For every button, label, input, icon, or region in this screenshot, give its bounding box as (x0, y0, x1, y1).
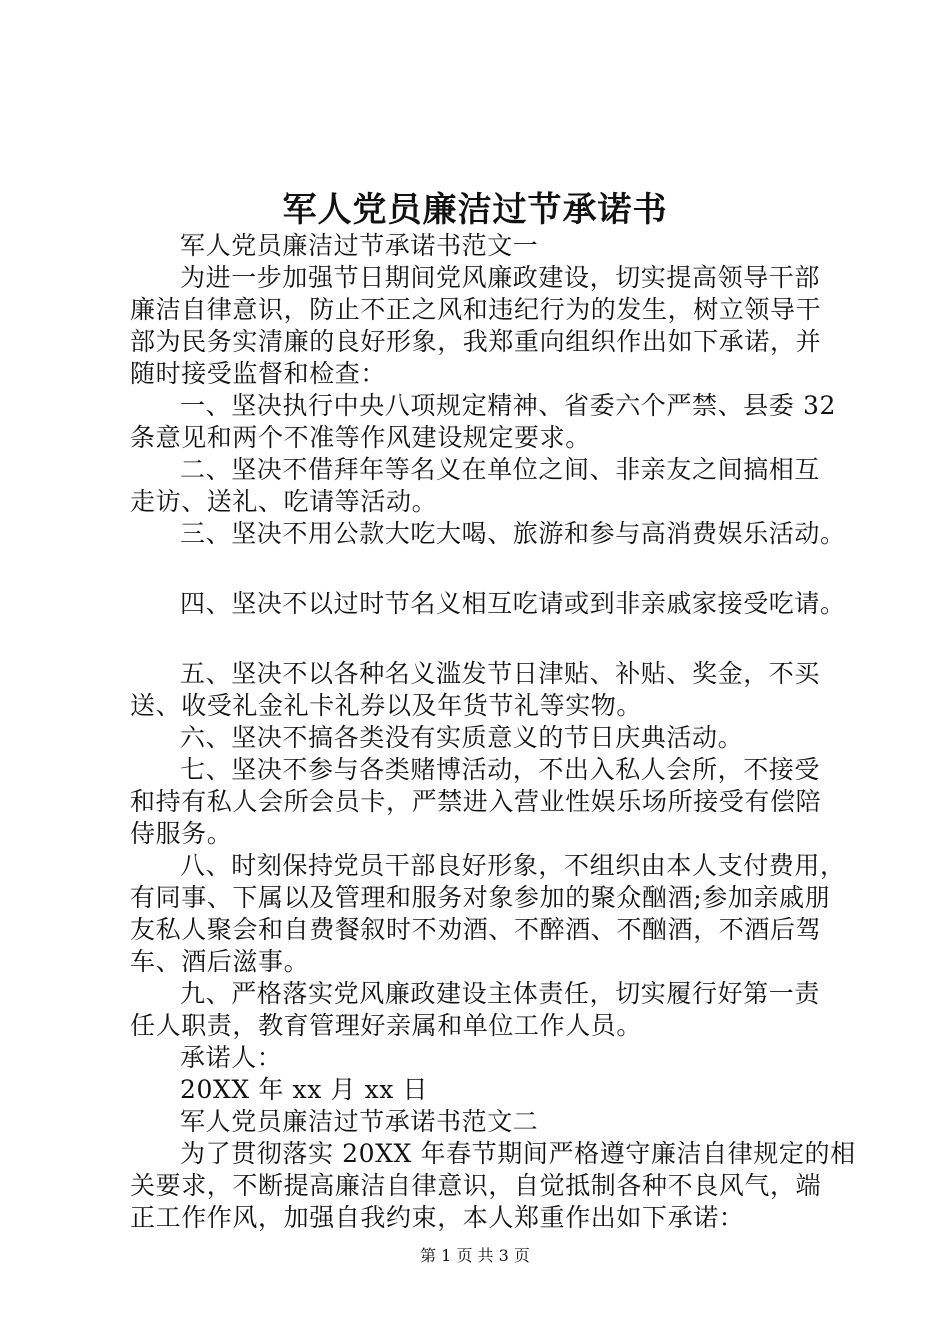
commitment-item-1: 一、坚决执行中央八项规定精神、省委六个严禁、县委 32 (180, 391, 836, 420)
section-heading-1: 军人党员廉洁过节承诺书范文一 (180, 231, 539, 260)
paragraph-line: 关要求，不断提高廉洁自律意识，自觉抵制各种不良风气，端 (130, 1171, 822, 1200)
section-heading-2: 军人党员廉洁过节承诺书范文二 (180, 1107, 539, 1136)
paragraph-line: 和持有私人会所会员卡，严禁进入营业性娱乐场所接受有偿陪 (130, 787, 822, 816)
document-title: 军人党员廉洁过节承诺书 (282, 190, 668, 230)
document-body (130, 230, 856, 1234)
paragraph-line: 任人职责，教育管理好亲属和单位工作人员。 (130, 1011, 643, 1040)
date-line: 20XX 年 xx 月 xx 日 (180, 1075, 429, 1104)
commitment-item-2: 二、坚决不借拜年等名义在单位之间、非亲友之间搞相互 (180, 455, 821, 484)
commitment-item-8: 八、时刻保持党员干部良好形象，不组织由本人支付费用， (180, 851, 846, 880)
commitment-item-3: 三、坚决不用公款大吃大喝、旅游和参与高消费娱乐活动。 (180, 519, 846, 548)
paragraph-line: 友私人聚会和自费餐叙时不劝酒、不醉酒、不酗酒，不酒后驾 (130, 915, 822, 944)
paragraph-line: 有同事、下属以及管理和服务对象参加的聚众酗酒;参加亲戚朋 (130, 883, 831, 912)
commitment-item-4: 四、坚决不以过时节名义相互吃请或到非亲戚家接受吃请。 (180, 589, 846, 618)
page-footer: 第 1 页 共 3 页 (420, 1246, 530, 1265)
paragraph-line: 车、酒后滋事。 (130, 947, 310, 976)
paragraph-line: 正工作作风，加强自我约束，本人郑重作出如下承诺： (130, 1203, 745, 1232)
paragraph-line: 送、收受礼金礼卡礼券以及年货节礼等实物。 (130, 691, 643, 720)
blank-line (130, 620, 842, 658)
commitment-item-6: 六、坚决不搞各类没有实质意义的节日庆典活动。 (180, 723, 744, 752)
paragraph-line: 为进一步加强节日期间党风廉政建设，切实提高领导干部 (180, 263, 821, 292)
paragraph-line: 为了贯彻落实 20XX 年春节期间严格遵守廉洁自律规定的相 (180, 1139, 856, 1168)
paragraph-line: 廉洁自律意识，防止不正之风和违纪行为的发生，树立领导干 (130, 295, 822, 324)
paragraph-line: 侍服务。 (130, 819, 233, 848)
signatory-label: 承诺人： (180, 1043, 283, 1072)
paragraph-line: 走访、送礼、吃请等活动。 (130, 487, 438, 516)
commitment-item-5: 五、坚决不以各种名义滥发节日津贴、补贴、奖金，不买 (180, 659, 821, 688)
paragraph-line: 条意见和两个不准等作风建设规定要求。 (130, 423, 591, 452)
commitment-item-7: 七、坚决不参与各类赌博活动，不出入私人会所，不接受 (180, 755, 821, 784)
paragraph-line: 部为民务实清廉的良好形象，我郑重向组织作出如下承诺，并 (130, 327, 822, 356)
commitment-item-9: 九、严格落实党风廉政建设主体责任，切实履行好第一责 (180, 979, 821, 1008)
blank-line (130, 550, 842, 588)
paragraph-line: 随时接受监督和检查： (130, 359, 387, 388)
